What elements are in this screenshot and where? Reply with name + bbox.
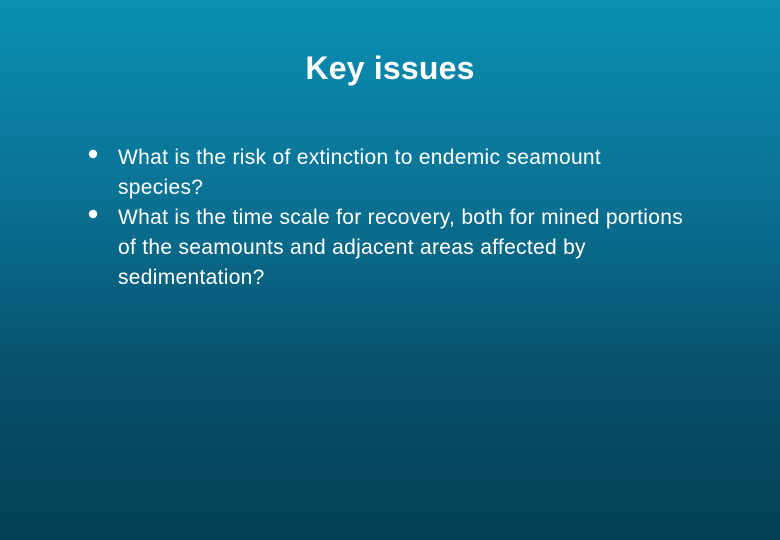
- bullet-dot-icon: [89, 150, 97, 158]
- bullet-text: What is the time scale for recovery, both for mined portions of the seamounts and adjacent areas affected by sedimentation?: [118, 206, 684, 289]
- slide-title: Key issues: [305, 50, 475, 86]
- bullet-list: [86, 143, 686, 293]
- bullet-dot-icon: [89, 210, 97, 218]
- bullet-item: [86, 143, 686, 203]
- bullet-item: [86, 203, 686, 293]
- bullet-text: What is the risk of extinction to endemic seamount species?: [118, 146, 602, 199]
